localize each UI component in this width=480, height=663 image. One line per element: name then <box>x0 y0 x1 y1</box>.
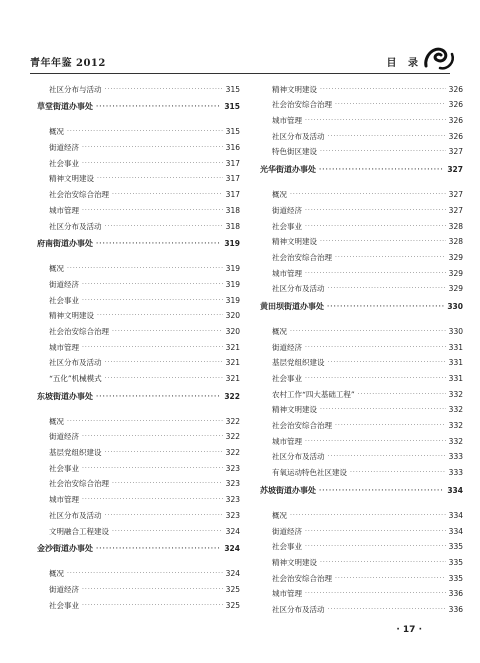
dot-leader <box>82 297 223 305</box>
toc-entry-page: 334 <box>448 526 463 536</box>
dot-leader <box>290 328 446 336</box>
toc-section-entry <box>37 231 240 258</box>
toc-entry-page: 329 <box>448 268 463 278</box>
toc-entry-page: 330 <box>447 301 463 311</box>
toc-entry-page: 324 <box>225 569 240 579</box>
toc-entry-page: 329 <box>448 252 463 262</box>
toc-entry-page: 319 <box>225 279 240 289</box>
toc-entry-title: 概况 <box>49 264 64 274</box>
toc-entry-page: 332 <box>448 405 463 415</box>
toc-entry-title: 社会事业 <box>49 463 79 473</box>
toc-entry <box>37 410 240 426</box>
toc-entry-page: 331 <box>448 342 463 352</box>
toc-entry-page: 327 <box>448 205 463 215</box>
toc-entry-page: 323 <box>225 479 240 489</box>
dot-leader <box>82 344 223 352</box>
toc-entry-page: 322 <box>225 448 240 458</box>
toc-entry <box>37 168 240 184</box>
dot-leader <box>105 449 223 457</box>
dot-leader <box>67 128 223 136</box>
dot-leader <box>96 240 221 248</box>
toc-entry-title: 社区分布及活动 <box>49 358 102 368</box>
toc-entry <box>37 78 240 94</box>
toc-entry-page: 334 <box>447 485 463 495</box>
toc-entry-title: 精神文明建设 <box>49 311 94 321</box>
toc-entry-title: 概况 <box>272 510 287 520</box>
toc-entry <box>37 563 240 579</box>
toc-entry <box>260 231 463 247</box>
toc-entry-title: 社区分布及活动 <box>49 221 102 231</box>
toc-entry-page: 326 <box>448 116 463 126</box>
toc-section-entry <box>260 477 463 504</box>
dot-leader <box>82 144 223 152</box>
toc-left-column <box>37 78 240 610</box>
toc-entry-title: 社会事业 <box>272 374 302 383</box>
toc-entry-page: 319 <box>225 264 240 274</box>
dot-leader <box>112 328 223 336</box>
toc-entry-title: 精神文明建设 <box>272 557 317 567</box>
toc-entry <box>37 488 240 504</box>
toc-entry-page: 336 <box>448 604 463 614</box>
toc-entry-page: 323 <box>225 495 240 505</box>
toc-entry <box>37 336 240 352</box>
dot-leader <box>67 265 223 273</box>
toc-entry-title: 精神文明建设 <box>272 84 317 94</box>
toc-entry-title: 街道经济 <box>49 279 79 289</box>
toc-entry-page: 320 <box>225 311 240 321</box>
toc-entry-page: 316 <box>225 143 240 153</box>
dot-leader <box>320 86 446 94</box>
dot-leader <box>97 175 223 183</box>
toc-entry-page: 315 <box>224 102 240 112</box>
dot-leader <box>105 223 223 231</box>
toc-entry-title: 金沙街道办事处 <box>37 544 93 553</box>
dot-leader <box>320 406 446 414</box>
dot-leader <box>335 422 446 430</box>
page-header <box>30 50 450 72</box>
toc-entry-title: 精神文明建设 <box>272 405 317 415</box>
toc-entry-page: 330 <box>448 326 463 336</box>
toc-entry-page: 317 <box>225 158 240 168</box>
toc-entry-title: 社区分布及活动 <box>272 452 325 462</box>
toc-entry-title: 社会治安综合治理 <box>272 421 332 431</box>
dot-leader <box>335 101 446 109</box>
dot-leader <box>328 606 446 614</box>
toc-entry-page: 333 <box>448 468 463 478</box>
toc-entry-page: 317 <box>225 174 240 184</box>
toc-entry <box>260 567 463 583</box>
dot-leader <box>97 312 223 320</box>
toc-entry-title: 社会治安综合治理 <box>272 100 332 110</box>
toc-entry-page: 328 <box>448 237 463 247</box>
toc-entry-page: 327 <box>448 147 463 157</box>
toc-entry-page: 326 <box>448 84 463 94</box>
toc-entry-page: 328 <box>448 221 463 231</box>
toc-entry <box>260 598 463 614</box>
toc-entry <box>260 320 463 336</box>
toc-entry <box>260 109 463 125</box>
toc-entry-title: 社区分布及活动 <box>272 284 325 294</box>
dot-leader <box>328 285 446 293</box>
toc-entry-title: 街道经济 <box>272 342 302 352</box>
toc-entry <box>260 414 463 430</box>
toc-entry <box>260 430 463 446</box>
toc-entry-title: 光华街道办事处 <box>260 164 316 174</box>
toc-entry <box>37 320 240 336</box>
dot-leader <box>328 133 446 141</box>
toc-entry-title: 城市管理 <box>272 589 302 599</box>
toc-entry-title: 社会事业 <box>272 542 302 552</box>
toc-entry <box>37 305 240 321</box>
toc-entry-page: 327 <box>447 164 463 174</box>
toc-entry-page: 318 <box>225 221 240 231</box>
dot-leader <box>327 303 444 311</box>
toc-section-entry <box>37 383 240 410</box>
toc-entry-page: 334 <box>448 510 463 520</box>
toc-entry-title: 概况 <box>49 127 64 137</box>
section-title: 目 录 <box>386 58 422 69</box>
toc-entry-page: 322 <box>225 432 240 442</box>
dot-leader <box>305 270 446 278</box>
dot-leader <box>305 528 446 536</box>
toc-entry <box>260 78 463 94</box>
dot-leader <box>105 375 223 383</box>
toc-entry <box>37 258 240 274</box>
toc-entry <box>260 383 463 399</box>
page-number: · 17 · <box>396 625 422 635</box>
dot-leader <box>320 238 446 246</box>
header-rule <box>30 73 450 74</box>
toc-entry-page: 327 <box>448 190 463 200</box>
dot-leader <box>290 512 446 520</box>
toc-entry <box>37 441 240 457</box>
toc-entry <box>37 457 240 473</box>
dot-leader <box>67 418 223 426</box>
toc-entry-page: 332 <box>448 421 463 431</box>
toc-entry-page: 331 <box>448 358 463 368</box>
toc-entry-page: 333 <box>448 452 463 462</box>
toc-entry <box>37 121 240 137</box>
toc-entry-page: 336 <box>448 589 463 599</box>
toc-entry-page: 325 <box>225 600 240 610</box>
toc-entry-title: 城市管理 <box>49 342 79 352</box>
toc-entry-title: 特色街区建设 <box>272 147 317 157</box>
toc-entry <box>260 461 463 477</box>
toc-entry-title: 城市管理 <box>272 116 302 126</box>
toc-entry-title: “五化”机械模式 <box>49 374 102 383</box>
toc-entry-page: 321 <box>225 374 240 383</box>
toc-entry-title: 街道经济 <box>272 205 302 215</box>
toc-entry-title: 草堂街道办事处 <box>37 102 93 112</box>
toc-entry-page: 329 <box>448 284 463 294</box>
toc-entry-title: 概况 <box>49 569 64 579</box>
toc-entry-page: 326 <box>448 131 463 141</box>
dot-leader <box>305 117 446 125</box>
dot-leader <box>82 465 223 473</box>
toc-entry <box>260 215 463 231</box>
toc-entry <box>37 215 240 231</box>
dot-leader <box>105 359 223 367</box>
toc-entry-page: 319 <box>225 295 240 305</box>
toc-entry <box>260 125 463 141</box>
dot-leader <box>96 103 221 111</box>
dot-leader <box>82 160 223 168</box>
toc-entry-title: 有氧运动特色社区建设 <box>272 468 347 478</box>
toc-entry-page: 324 <box>225 526 240 536</box>
dot-leader <box>82 433 223 441</box>
toc-entry <box>37 367 240 383</box>
dot-leader <box>67 570 223 578</box>
dot-leader <box>96 393 221 401</box>
toc-entry-title: 基层党组织建设 <box>49 448 102 458</box>
dot-leader <box>290 191 446 199</box>
toc-entry-page: 320 <box>225 326 240 336</box>
dot-leader <box>350 469 446 477</box>
toc-entry-title: 城市管理 <box>272 436 302 446</box>
toc-entry-title: 街道经济 <box>49 143 79 153</box>
toc-entry <box>37 594 240 610</box>
toc-entry-title: 社区分布及活动 <box>49 510 102 520</box>
dot-leader <box>328 359 446 367</box>
toc-entry <box>260 246 463 262</box>
toc-section-entry <box>37 94 240 121</box>
toc-entry-title: 文明融合工程建设 <box>49 526 109 536</box>
toc-entry-page: 324 <box>224 544 240 553</box>
toc-entry-page: 325 <box>225 584 240 594</box>
toc-entry <box>260 278 463 294</box>
toc-entry-title: 街道经济 <box>49 432 79 442</box>
dot-leader <box>82 281 223 289</box>
toc-entry-title: 城市管理 <box>49 495 79 505</box>
running-title: 青年年鉴 2012 <box>30 58 106 69</box>
toc-entry-title: 东坡街道办事处 <box>37 391 93 401</box>
toc-entry-title: 精神文明建设 <box>49 174 94 184</box>
toc-entry-title: 社区分布及活动 <box>272 131 325 141</box>
toc-entry-title: 社区分布与活动 <box>49 84 102 94</box>
dot-leader <box>305 590 446 598</box>
dot-leader <box>305 375 446 383</box>
dot-leader <box>335 575 446 583</box>
toc-entry-page: 318 <box>225 205 240 215</box>
dot-leader <box>335 254 446 262</box>
toc-entry-page: 332 <box>448 389 463 399</box>
toc-entry-title: 街道经济 <box>49 584 79 594</box>
dot-leader <box>112 191 223 199</box>
dot-leader <box>112 480 223 488</box>
toc-entry-title: 概况 <box>49 416 64 426</box>
toc-entry <box>37 426 240 442</box>
dot-leader <box>105 512 223 520</box>
toc-entry <box>260 183 463 199</box>
dot-leader <box>82 586 223 594</box>
toc-entry-title: 城市管理 <box>272 268 302 278</box>
toc-entry <box>260 352 463 368</box>
toc-section-entry <box>260 293 463 320</box>
dot-leader <box>305 438 446 446</box>
toc-entry-page: 315 <box>225 127 240 137</box>
toc-entry-page: 321 <box>225 358 240 368</box>
toc-entry-page: 331 <box>448 374 463 383</box>
toc-entry-title: 基层党组织建设 <box>272 358 325 368</box>
toc-entry <box>260 399 463 415</box>
toc-entry-title: 社会治安综合治理 <box>49 326 109 336</box>
dot-leader <box>305 543 446 551</box>
toc-entry-title: 社区分布及活动 <box>272 604 325 614</box>
toc-entry-title: 社会治安综合治理 <box>49 190 109 200</box>
toc-entry <box>260 141 463 157</box>
toc-entry <box>260 551 463 567</box>
toc-entry <box>37 520 240 536</box>
toc-entry-page: 322 <box>224 391 240 401</box>
dot-leader <box>305 344 446 352</box>
toc-entry <box>260 262 463 278</box>
toc-entry <box>260 536 463 552</box>
dot-leader <box>82 207 223 215</box>
toc-entry <box>37 473 240 489</box>
toc-section-entry <box>260 156 463 183</box>
toc-entry-title: 社会事业 <box>49 158 79 168</box>
dot-leader <box>96 545 221 553</box>
toc-section-entry <box>37 536 240 563</box>
toc-entry-page: 335 <box>448 573 463 583</box>
toc-entry <box>260 520 463 536</box>
toc-entry-title: 社会治安综合治理 <box>272 573 332 583</box>
toc-entry-page: 321 <box>225 342 240 352</box>
toc-entry-title: 精神文明建设 <box>272 237 317 247</box>
toc-entry-title: 农村工作“四大基础工程” <box>272 389 355 399</box>
toc-entry-title: 苏坡街道办事处 <box>260 485 316 495</box>
toc-entry <box>37 183 240 199</box>
toc-entry-title: 社会治安综合治理 <box>49 479 109 489</box>
toc-entry-title: 社会事业 <box>272 221 302 231</box>
toc-entry <box>37 352 240 368</box>
toc-entry-title: 社会事业 <box>49 295 79 305</box>
dot-leader <box>328 453 446 461</box>
toc-entry-page: 323 <box>225 510 240 520</box>
toc-entry-title: 概况 <box>272 326 287 336</box>
toc-entry <box>260 94 463 110</box>
toc-entry <box>37 504 240 520</box>
toc-entry <box>37 199 240 215</box>
toc-entry <box>37 289 240 305</box>
toc-entry-page: 326 <box>448 100 463 110</box>
dot-leader <box>305 207 446 215</box>
decorative-swirl-icon <box>422 42 456 72</box>
toc-entry-page: 315 <box>225 84 240 94</box>
dot-leader <box>305 223 446 231</box>
dot-leader <box>320 559 446 567</box>
toc-entry-title: 城市管理 <box>49 205 79 215</box>
toc-entry-title: 街道经济 <box>272 526 302 536</box>
dot-leader <box>82 602 223 610</box>
dot-leader <box>320 148 446 156</box>
toc-entry <box>260 583 463 599</box>
toc-entry-title: 社会事业 <box>49 600 79 610</box>
dot-leader <box>112 528 223 536</box>
toc-entry <box>37 273 240 289</box>
toc-entry <box>37 152 240 168</box>
toc-entry <box>260 199 463 215</box>
toc-entry-page: 319 <box>224 239 240 248</box>
dot-leader <box>319 166 444 174</box>
toc-entry-title: 社会治安综合治理 <box>272 252 332 262</box>
toc-entry-title: 府南街道办事处 <box>37 239 93 248</box>
dot-leader <box>358 391 446 399</box>
toc-entry <box>260 446 463 462</box>
toc-entry <box>260 367 463 383</box>
dot-leader <box>105 86 223 94</box>
dot-leader <box>319 487 444 495</box>
toc-entry-page: 335 <box>448 542 463 552</box>
toc-entry <box>37 578 240 594</box>
dot-leader <box>82 496 223 504</box>
toc-entry-page: 332 <box>448 436 463 446</box>
toc-entry-title: 黄田坝街道办事处 <box>260 301 324 311</box>
toc-entry <box>260 336 463 352</box>
toc-entry-page: 322 <box>225 416 240 426</box>
toc-right-column <box>260 78 463 614</box>
toc-entry <box>260 504 463 520</box>
toc-entry-page: 323 <box>225 463 240 473</box>
toc-entry <box>37 136 240 152</box>
toc-entry-page: 335 <box>448 557 463 567</box>
toc-entry-page: 317 <box>225 190 240 200</box>
toc-entry-title: 概况 <box>272 190 287 200</box>
